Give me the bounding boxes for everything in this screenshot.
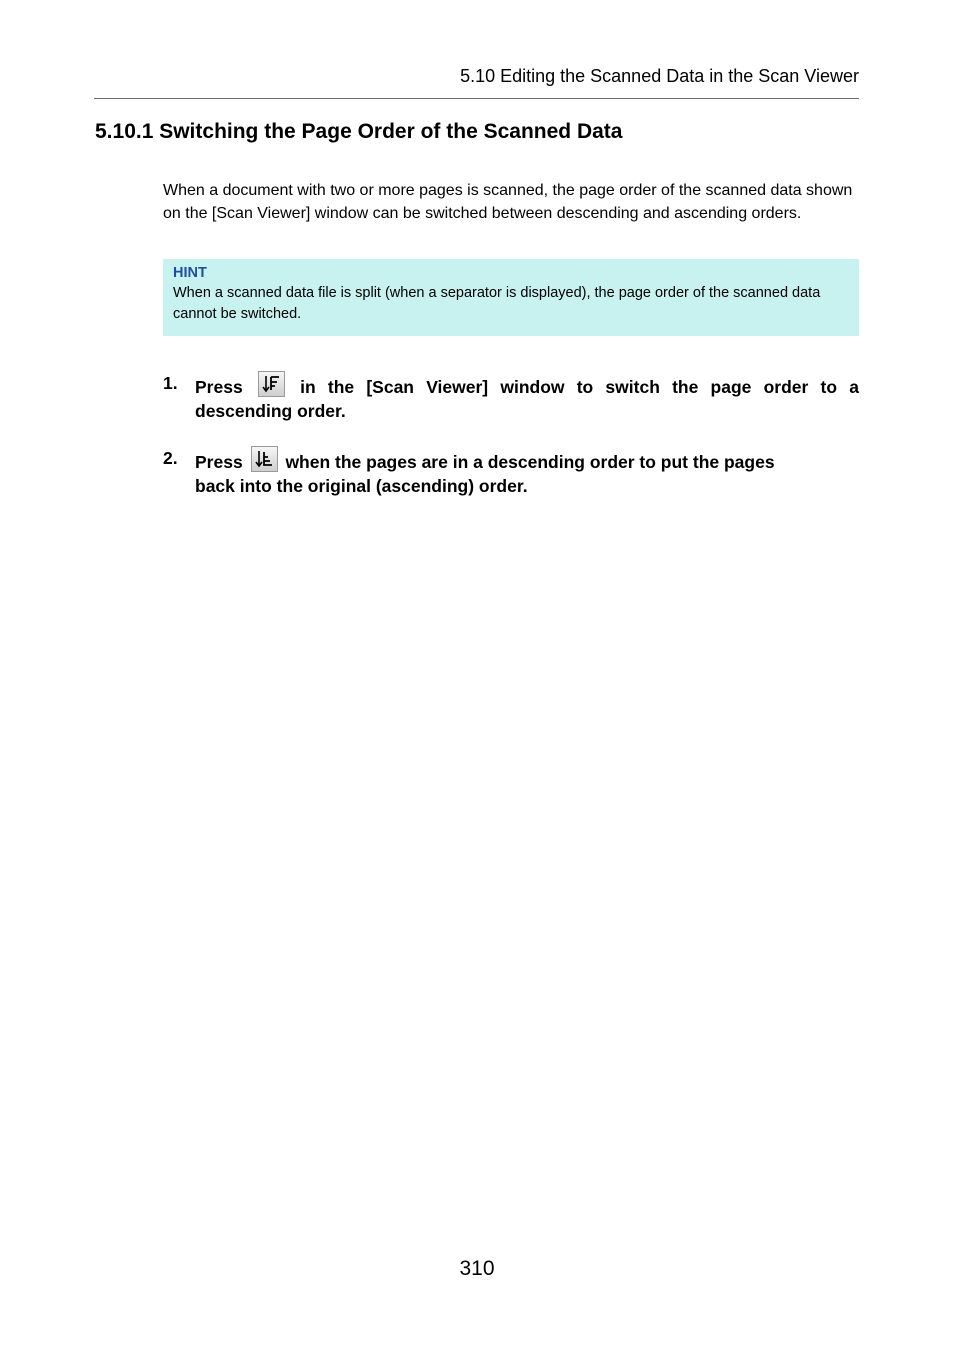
ascending-order-icon[interactable] xyxy=(251,446,278,472)
step-press-label: Press xyxy=(195,377,243,397)
hint-label: HINT xyxy=(173,265,207,281)
step-text: when the pages are in a descending order to put the pages xyxy=(285,452,775,472)
section-title: 5.10.1 Switching the Page Order of the Scanned Data xyxy=(95,120,623,143)
step-press-label: Press xyxy=(195,452,243,472)
page-number: 310 xyxy=(459,1257,495,1280)
hint-text: When a scanned data file is split (when a separator is displayed), the page order of the scanned data cannot be switched. xyxy=(173,285,821,322)
step-text: in the [Scan Viewer] window to switch the page order to a xyxy=(300,377,859,397)
step-2-line-1 xyxy=(195,446,859,474)
header-rule xyxy=(94,98,859,99)
step-number: 1. xyxy=(163,373,178,393)
step-1 xyxy=(163,371,859,423)
intro-paragraph: When a document with two or more pages is scanned, the page order of the scanned data shown on the [Scan Viewer] window can be switched between descending and ascending orders. xyxy=(163,182,853,222)
running-header: 5.10 Editing the Scanned Data in the Scan Viewer xyxy=(460,66,859,86)
step-2-line-2: back into the original (ascending) order. xyxy=(195,476,528,496)
step-1-line-1 xyxy=(195,371,859,399)
hint-box xyxy=(163,259,859,336)
step-2 xyxy=(163,446,859,498)
step-1-line-2: descending order. xyxy=(195,401,346,421)
descending-order-icon[interactable] xyxy=(258,371,285,397)
step-number: 2. xyxy=(163,448,178,468)
